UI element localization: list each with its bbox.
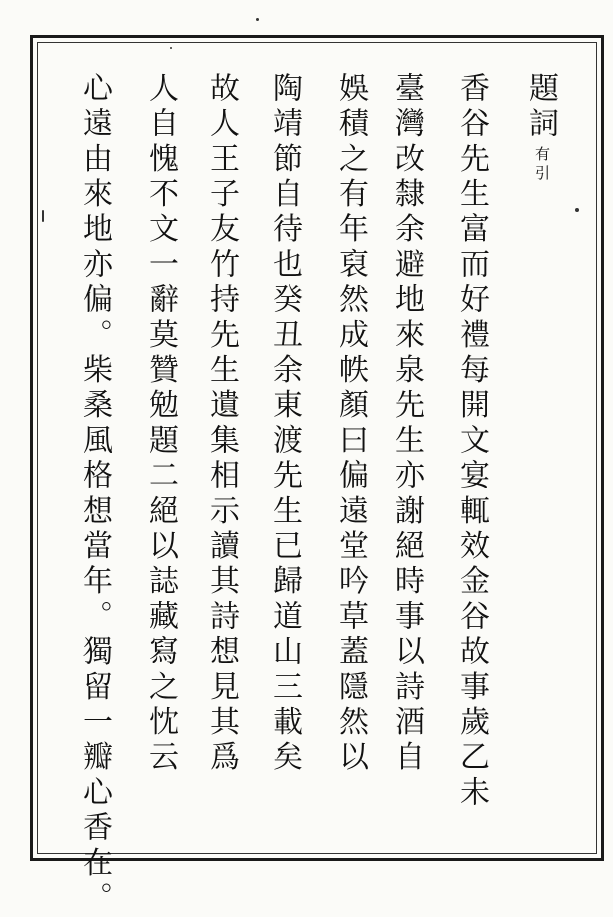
ink-speck — [256, 18, 259, 21]
ink-speck — [575, 208, 579, 212]
heading-title: 題詞 — [523, 72, 558, 143]
text-column-5: 故人王子友竹持先生遺集相示讀其詩想見其爲 — [204, 72, 239, 776]
text-column-1: 香谷先生富而好禮每開文宴輒效金谷故事歲乙未 — [454, 72, 489, 812]
page-border-inner — [37, 42, 597, 917]
text-column-4: 陶靖節自待也癸丑余東渡先生已歸道山三載矣 — [267, 72, 302, 776]
ink-speck — [170, 47, 172, 49]
ink-speck — [42, 210, 44, 222]
heading-subtitle-note: 有引 — [533, 146, 551, 184]
text-column-3: 娛積之有年裒然成帙顏曰偏遠堂吟草蓋隱然以 — [333, 72, 368, 776]
text-column-6: 人自愧不文一辭莫贊勉題二絕以誌藏寫之忱云 — [143, 72, 178, 776]
text-column-2: 臺灣改隸余避地來泉先生亦謝絕時事以詩酒自 — [389, 72, 424, 776]
poem-column: 心遠由來地亦偏。柴桑風格想當年。獨留一瓣心香在。 — [77, 72, 112, 917]
